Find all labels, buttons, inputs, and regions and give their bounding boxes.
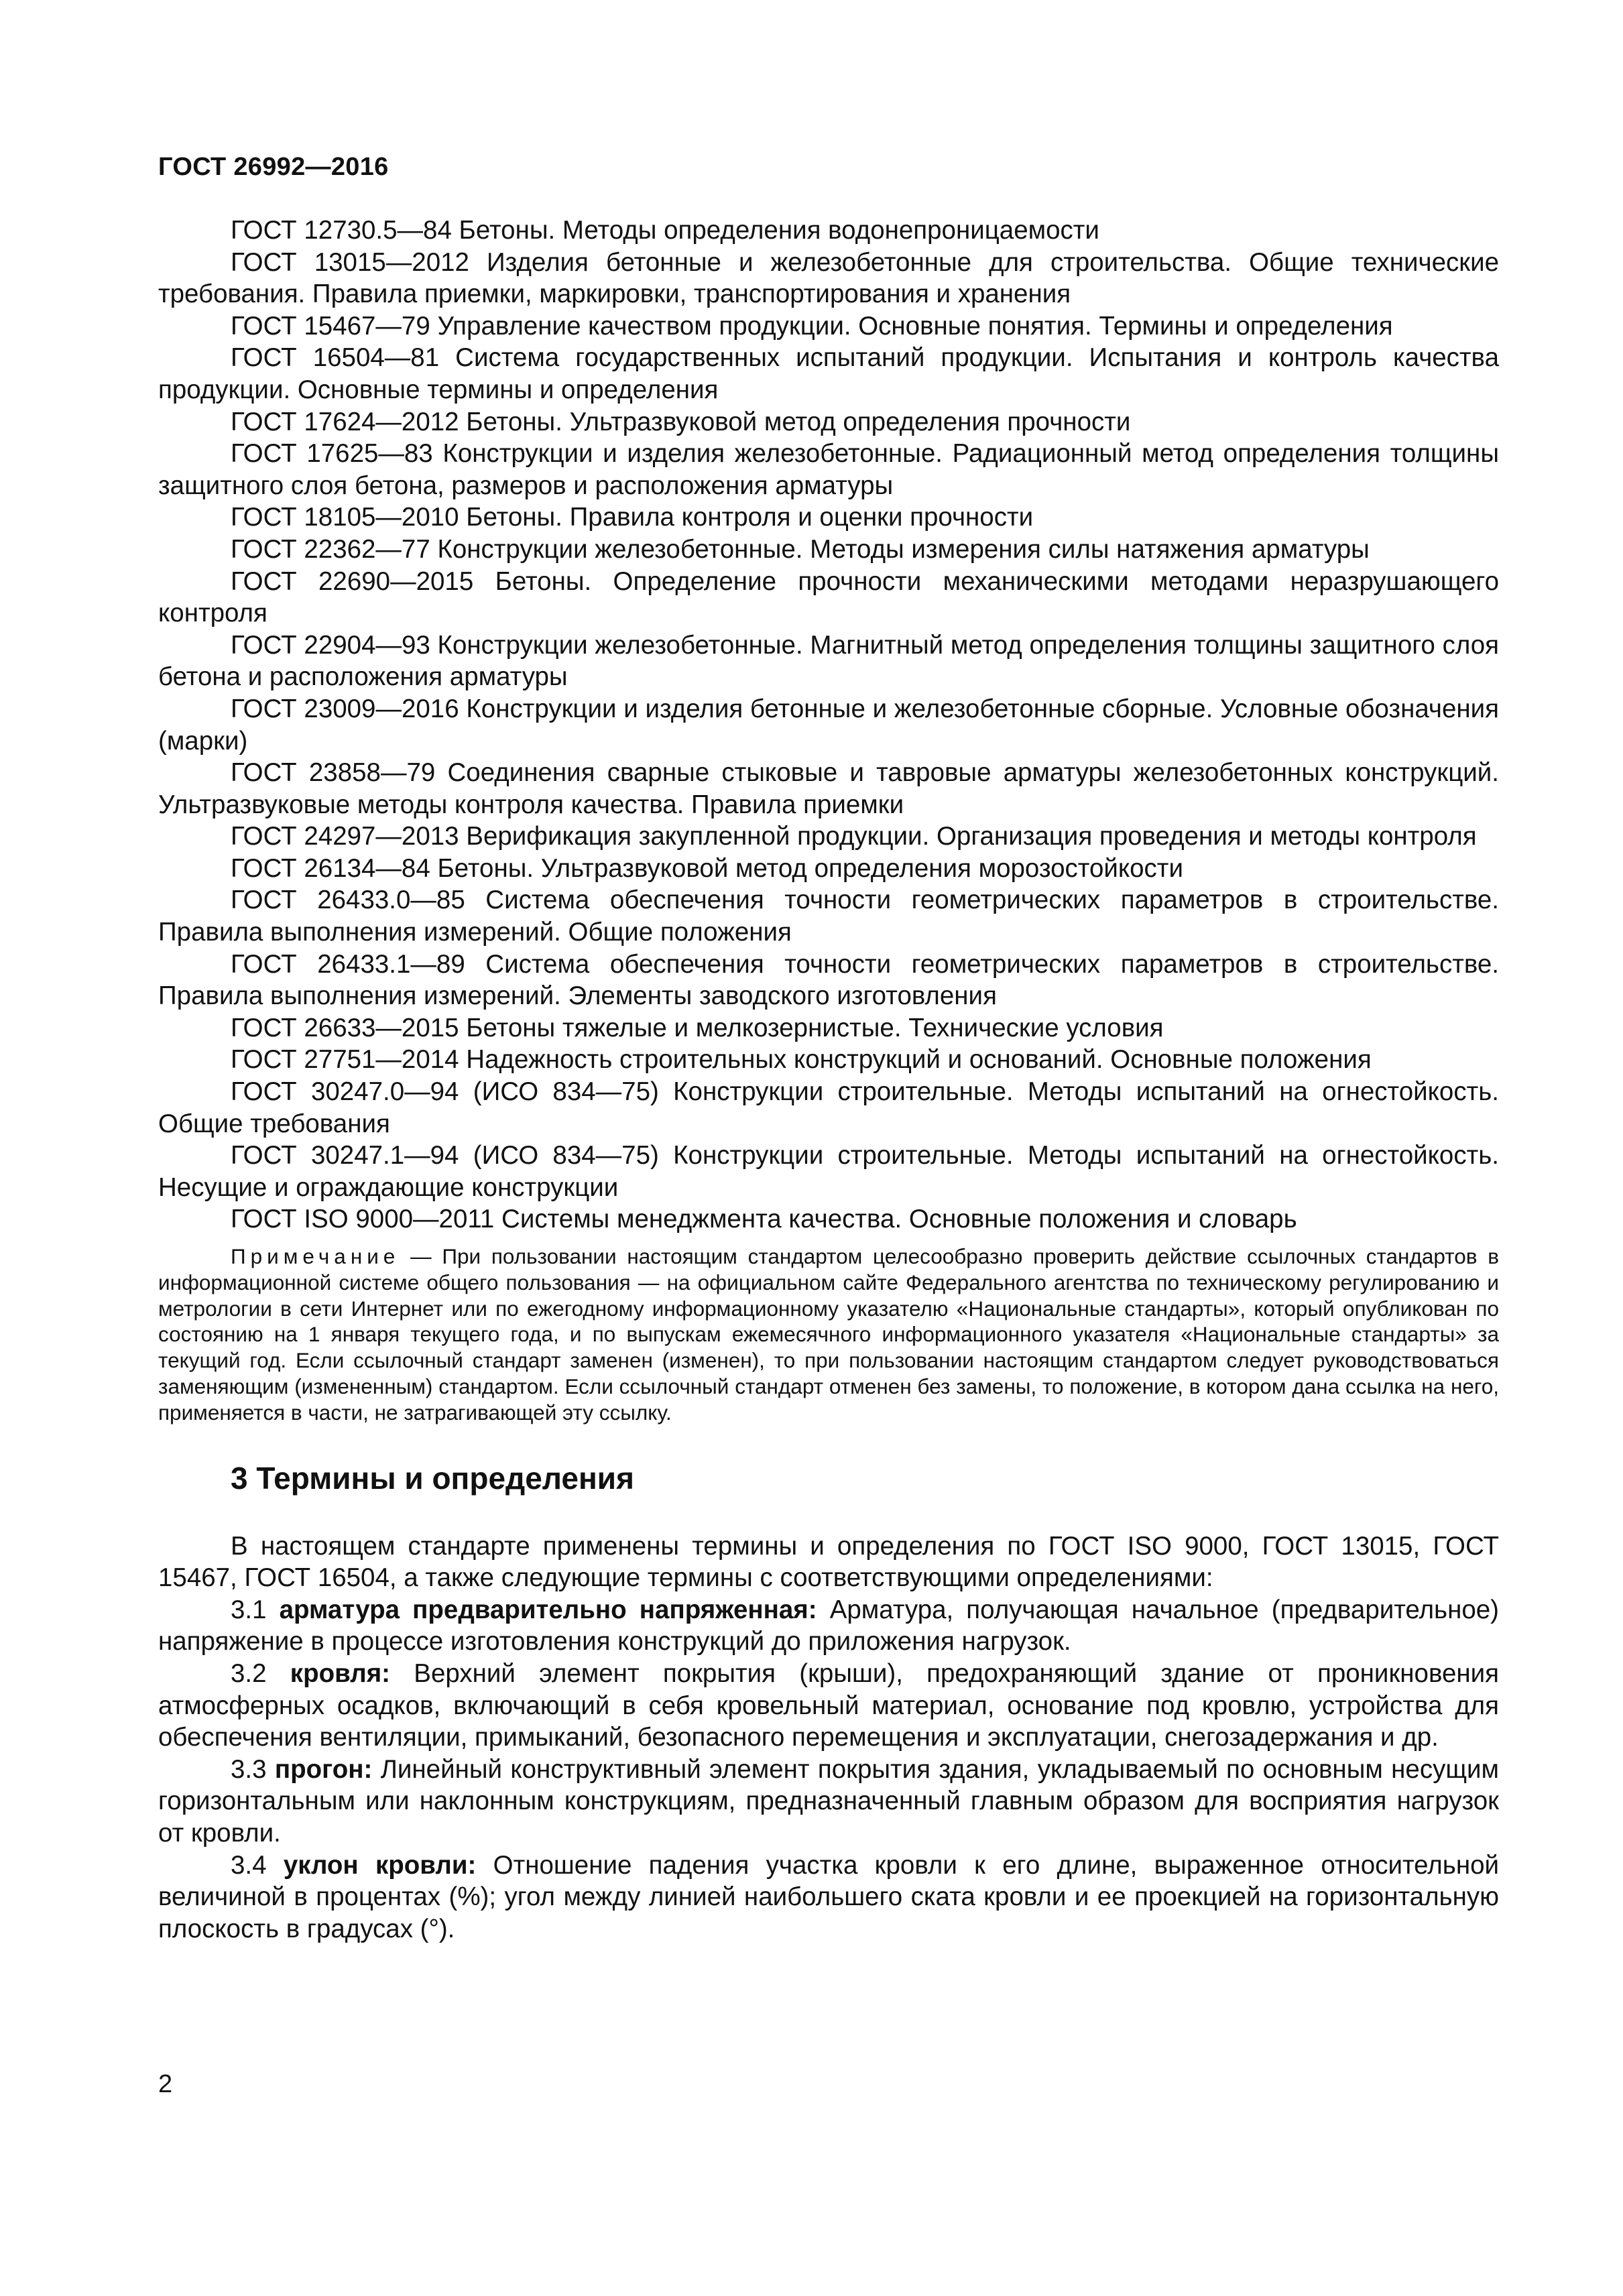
term-name: прогон: <box>274 1754 373 1784</box>
reference-item: ГОСТ 22362—77 Конструкции железобетонные. Методы измерения силы натяжения арматуры <box>231 534 1370 564</box>
reference-item: ГОСТ 17624—2012 Бетоны. Ультразвуковой метод определения прочности <box>231 407 1131 436</box>
reference-item: ГОСТ 17625—83 Конструкции и изделия железобетонные. Радиационный метод определения толщины защитного слоя бетона, размеров и расположения арматуры <box>158 439 1499 500</box>
term-name: кровля: <box>290 1658 391 1688</box>
reference-item: ГОСТ 16504—81 Система государственных испытаний продукции. Испытания и контроль качества продукции. Основные термины и определения <box>158 343 1499 404</box>
note-paragraph <box>158 1244 1499 1426</box>
reference-item: ГОСТ 27751—2014 Надежность строительных конструкций и оснований. Основные положения <box>231 1045 1372 1075</box>
normative-references-list <box>158 215 1499 1235</box>
reference-item: ГОСТ ISO 9000—2011 Системы менеджмента качества. Основные положения и словарь <box>231 1205 1297 1234</box>
section-intro: В настоящем стандарте применены термины и определения по ГОСТ ISO 9000, ГОСТ 13015, ГОСТ 15467, ГОСТ 16504, а также следующие термины с соответствующими определениями: <box>158 1531 1499 1593</box>
term-definition: Арматура, получающая начальное (предварительное) напряжение в процессе изготовления конструкций до приложения нагрузок. <box>158 1595 1499 1656</box>
term-number: 3.2 <box>231 1658 267 1688</box>
reference-item: ГОСТ 26134—84 Бетоны. Ультразвуковой метод определения морозостойкости <box>231 853 1183 883</box>
note-text: — При пользовании настоящим стандартом целесообразно проверить действие ссылочных стандартов в информационной системе общего пользования — на официальном сайте Федерального агентства по техническому регулированию и метрологии в сети Интернет или по ежегодному информационному указателю «Национальные стандарты», который опубликован по состоянию на 1 января текущего года, и по выпускам ежемесячного информационного указателя «Национальные стандарты» за текущий год. Если ссылочный стандарт заменен (изменен), то при пользовании настоящим стандартом следует руководствоваться заменяющим (измененным) стандартом. Если ссылочный стандарт отменен без замены, то положение, в котором дана ссылка на него, применяется в части, не затрагивающей эту ссылку. <box>158 1244 1499 1425</box>
reference-item: ГОСТ 26433.0—85 Система обеспечения точности геометрических параметров в строительстве. Правила выполнения измерений. Общие положения <box>158 886 1499 947</box>
reference-item: ГОСТ 22690—2015 Бетоны. Определение прочности механическими методами неразрушающего контроля <box>158 566 1499 628</box>
term-entry <box>158 1658 1499 1754</box>
term-definition: Линейный конструктивный элемент покрытия здания, укладываемый по основным несущим горизонтальным или наклонным конструкциям, предназначенный главным образом для восприятия нагрузок от кровли. <box>158 1754 1499 1848</box>
term-number: 3.4 <box>231 1850 267 1880</box>
note-label: Примечание <box>231 1244 400 1268</box>
reference-item: ГОСТ 26633—2015 Бетоны тяжелые и мелкозернистые. Технические условия <box>231 1013 1164 1042</box>
reference-item: ГОСТ 24297—2013 Верификация закупленной продукции. Организация проведения и методы контроля <box>231 822 1477 851</box>
reference-item: ГОСТ 18105—2010 Бетоны. Правила контроля и оценки прочности <box>231 503 1034 532</box>
section-title: 3 Термины и определения <box>231 1460 634 1496</box>
term-name: арматура предварительно напряженная: <box>279 1595 817 1624</box>
reference-item: ГОСТ 22904—93 Конструкции железобетонные. Магнитный метод определения толщины защитного слоя бетона и расположения арматуры <box>158 630 1499 692</box>
document-header: ГОСТ 26992—2016 <box>158 153 389 181</box>
page-content <box>158 215 1499 1945</box>
reference-item: ГОСТ 15467—79 Управление качеством продукции. Основные понятия. Термины и определения <box>231 311 1393 341</box>
reference-item: ГОСТ 23858—79 Соединения сварные стыковые и тавровые арматуры железобетонных конструкций. Ультразвуковые методы контроля качества. Правила приемки <box>158 758 1499 819</box>
term-entry <box>158 1754 1499 1850</box>
reference-item: ГОСТ 30247.0—94 (ИСО 834—75) Конструкции строительные. Методы испытаний на огнестойкость. Общие требования <box>158 1077 1499 1138</box>
reference-item: ГОСТ 12730.5—84 Бетоны. Методы определения водонепроницаемости <box>231 216 1099 245</box>
reference-item: ГОСТ 30247.1—94 (ИСО 834—75) Конструкции строительные. Методы испытаний на огнестойкость. Несущие и ограждающие конструкции <box>158 1141 1499 1202</box>
reference-item: ГОСТ 26433.1—89 Система обеспечения точности геометрических параметров в строительстве. Правила выполнения измерений. Элементы заводского изготовления <box>158 949 1499 1011</box>
term-number: 3.3 <box>231 1754 267 1784</box>
term-entry <box>158 1594 1499 1658</box>
page-number: 2 <box>158 2070 173 2098</box>
reference-item: ГОСТ 23009—2016 Конструкции и изделия бетонные и железобетонные сборные. Условные обозначения (марки) <box>158 694 1499 756</box>
term-definition: Верхний элемент покрытия (крыши), предохраняющий здание от проникновения атмосферных осадков, включающий в себя кровельный материал, основание под кровлю, устройства для обеспечения вентиляции, примыканий, безопасного перемещения и эксплуатации, снегозадержания и др. <box>158 1658 1500 1752</box>
term-name: уклон кровли: <box>283 1850 477 1880</box>
reference-item: ГОСТ 13015—2012 Изделия бетонные и железобетонные для строительства. Общие технические требования. Правила приемки, маркировки, транспортирования и хранения <box>158 247 1499 309</box>
term-definition: Отношение падения участка кровли к его длине, выраженное относительной величиной в процентах (%); угол между линией наибольшего ската кровли и ее проекцией на горизонтальную плоскость в градусах (°). <box>158 1850 1500 1943</box>
terms-section <box>158 1530 1499 1945</box>
term-entry <box>158 1850 1499 1945</box>
term-number: 3.1 <box>231 1595 267 1624</box>
